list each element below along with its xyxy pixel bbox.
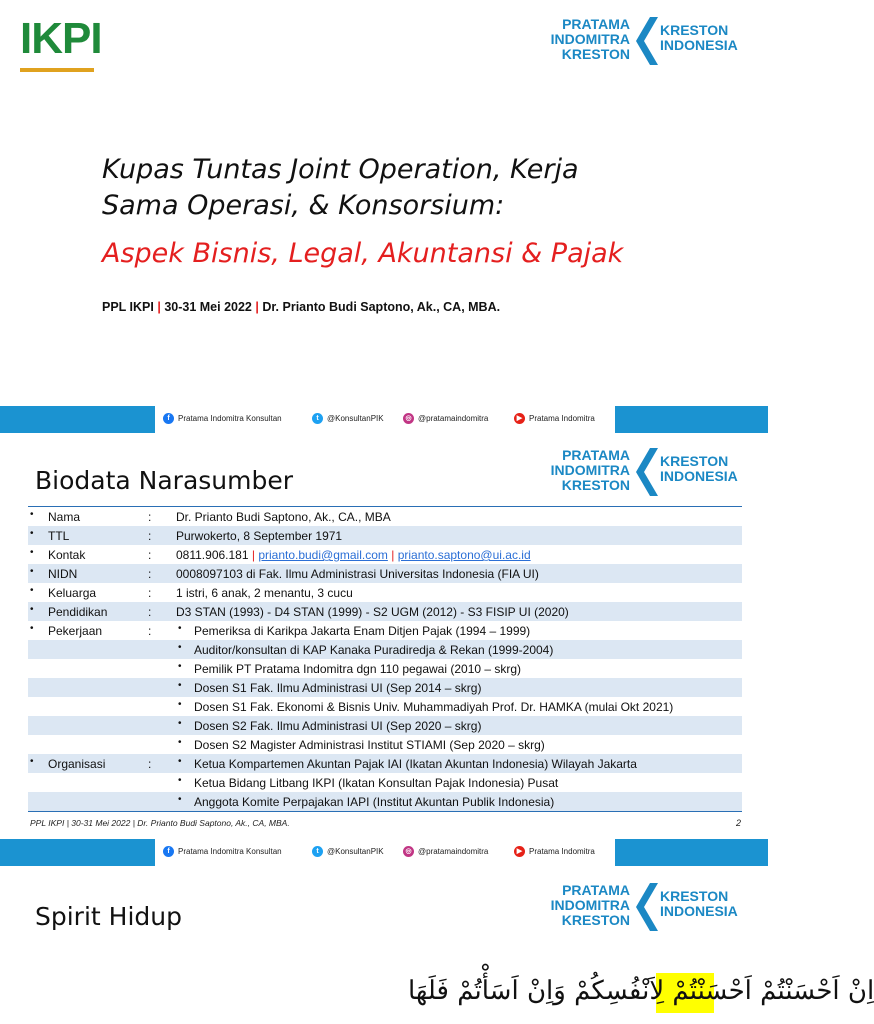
kreston-text-4: KRESTON <box>660 888 729 904</box>
kreston-text-2: INDOMITRA <box>550 897 630 913</box>
youtube-label: Pratama Indomitra <box>529 847 595 856</box>
kreston-text-5: INDONESIA <box>660 903 738 919</box>
table-row <box>28 564 742 583</box>
kreston-text-5: INDONESIA <box>660 468 738 484</box>
sub-bullet: • <box>178 775 182 786</box>
row-value: D3 STAN (1993) - D4 STAN (1999) - S2 UGM (2012) - S3 FISIP UI (2020) <box>176 605 569 619</box>
table-row <box>28 773 742 792</box>
list-item: Anggota Komite Perpajakan IAPI (Institut Akuntan Publik Indonesia) <box>194 795 555 809</box>
row-label: Keluarga <box>48 586 97 600</box>
kreston-text-3: KRESTON <box>561 912 630 928</box>
row-value: Dr. Prianto Budi Saptono, Ak., CA., MBA <box>176 510 391 524</box>
row-label: Nama <box>48 510 81 524</box>
list-item: Auditor/konsultan di KAP Kanaka Puradiredja & Rekan (1999-2004) <box>194 643 554 657</box>
twitter-icon: t <box>312 846 323 857</box>
kreston-logo <box>548 17 748 73</box>
list-item: Dosen S2 Magister Administrasi Institut STIAMI (Sep 2020 – skrg) <box>194 738 545 752</box>
biodata-table <box>28 506 742 812</box>
instagram-link[interactable] <box>403 846 488 857</box>
slide-2-title: Biodata Narasumber <box>35 466 294 495</box>
subtitle-date: 30-31 Mei 2022 <box>164 300 252 314</box>
slide-3-title: Spirit Hidup <box>35 902 182 931</box>
list-item: Pemilik PT Pratama Indomitra dgn 110 pegawai (2010 – skrg) <box>194 662 522 676</box>
kreston-text-2: INDOMITRA <box>550 31 630 47</box>
kreston-text-3: KRESTON <box>561 477 630 493</box>
colon: : <box>148 624 152 638</box>
bullet: • <box>30 604 34 615</box>
kreston-logo <box>548 448 748 504</box>
instagram-label: @pratamaindomitra <box>418 414 489 423</box>
twitter-link[interactable] <box>312 846 384 857</box>
table-row <box>28 640 742 659</box>
slide-1 <box>0 0 768 408</box>
kreston-text-3: KRESTON <box>561 46 630 62</box>
facebook-icon: f <box>163 846 174 857</box>
kreston-logo <box>548 883 748 939</box>
subtitle-event: PPL IKPI <box>102 300 154 314</box>
social-footer-bar <box>0 839 768 866</box>
row-value <box>176 548 531 562</box>
table-row <box>28 659 742 678</box>
kreston-text-2: INDOMITRA <box>550 462 630 478</box>
table-row <box>28 678 742 697</box>
table-row <box>28 507 742 526</box>
twitter-icon: t <box>312 413 323 424</box>
table-row <box>28 545 742 564</box>
instagram-link[interactable] <box>403 413 488 424</box>
slide-1-subtitle <box>102 300 500 314</box>
sub-bullet: • <box>178 718 182 729</box>
facebook-label: Pratama Indomitra Konsultan <box>178 847 282 856</box>
table-row <box>28 716 742 735</box>
sub-bullet: • <box>178 642 182 653</box>
sub-bullet: • <box>178 680 182 691</box>
email-link-gmail[interactable]: prianto.budi@gmail.com <box>258 548 388 562</box>
table-row <box>28 583 742 602</box>
slide-2-footer-note: PPL IKPI | 30-31 Mei 2022 | Dr. Prianto Budi Saptono, Ak., CA, MBA. <box>30 818 290 828</box>
row-label: Pendidikan <box>48 605 108 619</box>
facebook-icon: f <box>163 413 174 424</box>
facebook-link[interactable] <box>163 846 282 857</box>
kreston-text-1: PRATAMA <box>562 447 630 463</box>
ikpi-logo <box>20 14 102 64</box>
row-label: NIDN <box>48 567 78 581</box>
colon: : <box>148 548 152 562</box>
table-row <box>28 697 742 716</box>
subtitle-speaker: Dr. Prianto Budi Saptono, Ak., CA, MBA. <box>262 300 501 314</box>
list-item: Pemeriksa di Karikpa Jakarta Enam Ditjen Pajak (1994 – 1999) <box>194 624 531 638</box>
table-row <box>28 621 742 640</box>
kreston-text-5: INDONESIA <box>660 37 738 53</box>
row-value: 0008097103 di Fak. Ilmu Administrasi Universitas Indonesia (FIA UI) <box>176 567 539 581</box>
arabic-verse: اِنْ اَحْسَنْتُمْ اَحْسَنْتُمْ لِاَنْفُسِكُمْ وَاِنْ اَسَأْتُمْ فَلَهَا <box>408 976 874 1006</box>
bullet: • <box>30 585 34 596</box>
separator: | <box>248 548 259 562</box>
kreston-text-1: PRATAMA <box>562 16 630 32</box>
email-link-ui[interactable]: prianto.saptono@ui.ac.id <box>397 548 531 562</box>
twitter-label: @KonsultanPIK <box>327 847 384 856</box>
list-item: Dosen S1 Fak. Ekonomi & Bisnis Univ. Muhammadiyah Prof. Dr. HAMKA (mulai Okt 2021) <box>194 700 674 714</box>
facebook-label: Pratama Indomitra Konsultan <box>178 414 282 423</box>
table-row <box>28 602 742 621</box>
kreston-chevron-icon <box>636 883 658 931</box>
subtitle-sep: | <box>251 300 263 314</box>
instagram-label: @pratamaindomitra <box>418 847 489 856</box>
colon: : <box>148 529 152 543</box>
sub-bullet: • <box>178 794 182 805</box>
row-value: Purwokerto, 8 September 1971 <box>176 529 343 543</box>
twitter-label: @KonsultanPIK <box>327 414 384 423</box>
row-label: TTL <box>48 529 70 543</box>
table-row <box>28 754 742 773</box>
youtube-link[interactable] <box>514 846 595 857</box>
table-row <box>28 526 742 545</box>
table-row <box>28 792 742 811</box>
title-line-1: Kupas Tuntas Joint Operation, Kerja <box>102 154 579 185</box>
page-number: 2 <box>736 818 742 828</box>
kreston-text-4: KRESTON <box>660 22 729 38</box>
sub-bullet: • <box>178 699 182 710</box>
colon: : <box>148 567 152 581</box>
separator: | <box>387 548 398 562</box>
ikpi-logo-text: IKPI <box>20 14 102 63</box>
colon: : <box>148 510 152 524</box>
instagram-icon: ◎ <box>403 846 414 857</box>
list-item: Ketua Kompartemen Akuntan Pajak IAI (Ikatan Akuntan Indonesia) Wilayah Jakarta <box>194 757 637 771</box>
social-footer-bar <box>0 406 768 433</box>
twitter-link[interactable] <box>312 413 384 424</box>
facebook-link[interactable] <box>163 413 282 424</box>
kreston-chevron-icon <box>636 448 658 496</box>
row-label: Organisasi <box>48 757 106 771</box>
list-item: Dosen S2 Fak. Ilmu Administrasi UI (Sep 2020 – skrg) <box>194 719 482 733</box>
subtitle-sep: | <box>153 300 165 314</box>
kreston-text-4: KRESTON <box>660 453 729 469</box>
list-item: Dosen S1 Fak. Ilmu Administrasi UI (Sep 2014 – skrg) <box>194 681 482 695</box>
bullet: • <box>30 547 34 558</box>
ikpi-logo-underline <box>20 68 94 72</box>
title-line-3: Aspek Bisnis, Legal, Akuntansi & Pajak <box>102 238 624 269</box>
bullet: • <box>30 528 34 539</box>
table-row <box>28 735 742 754</box>
sub-bullet: • <box>178 661 182 672</box>
slide-1-title <box>102 152 579 224</box>
colon: : <box>148 605 152 619</box>
bullet: • <box>30 623 34 634</box>
colon: : <box>148 586 152 600</box>
colon: : <box>148 757 152 771</box>
sub-bullet: • <box>178 623 182 634</box>
bullet: • <box>30 566 34 577</box>
title-line-2: Sama Operasi, & Konsorsium: <box>102 190 505 221</box>
sub-bullet: • <box>178 737 182 748</box>
bullet: • <box>30 509 34 520</box>
phone-number: 0811.906.181 <box>176 548 249 562</box>
youtube-icon: ▶ <box>514 846 525 857</box>
youtube-icon: ▶ <box>514 413 525 424</box>
list-item: Ketua Bidang Litbang IKPI (Ikatan Konsultan Pajak Indonesia) Pusat <box>194 776 559 790</box>
row-label: Kontak <box>48 548 86 562</box>
bullet: • <box>30 756 34 767</box>
youtube-link[interactable] <box>514 413 595 424</box>
kreston-chevron-icon <box>636 17 658 65</box>
sub-bullet: • <box>178 756 182 767</box>
kreston-text-1: PRATAMA <box>562 882 630 898</box>
row-value: 1 istri, 6 anak, 2 menantu, 3 cucu <box>176 586 353 600</box>
row-label: Pekerjaan <box>48 624 103 638</box>
instagram-icon: ◎ <box>403 413 414 424</box>
youtube-label: Pratama Indomitra <box>529 414 595 423</box>
